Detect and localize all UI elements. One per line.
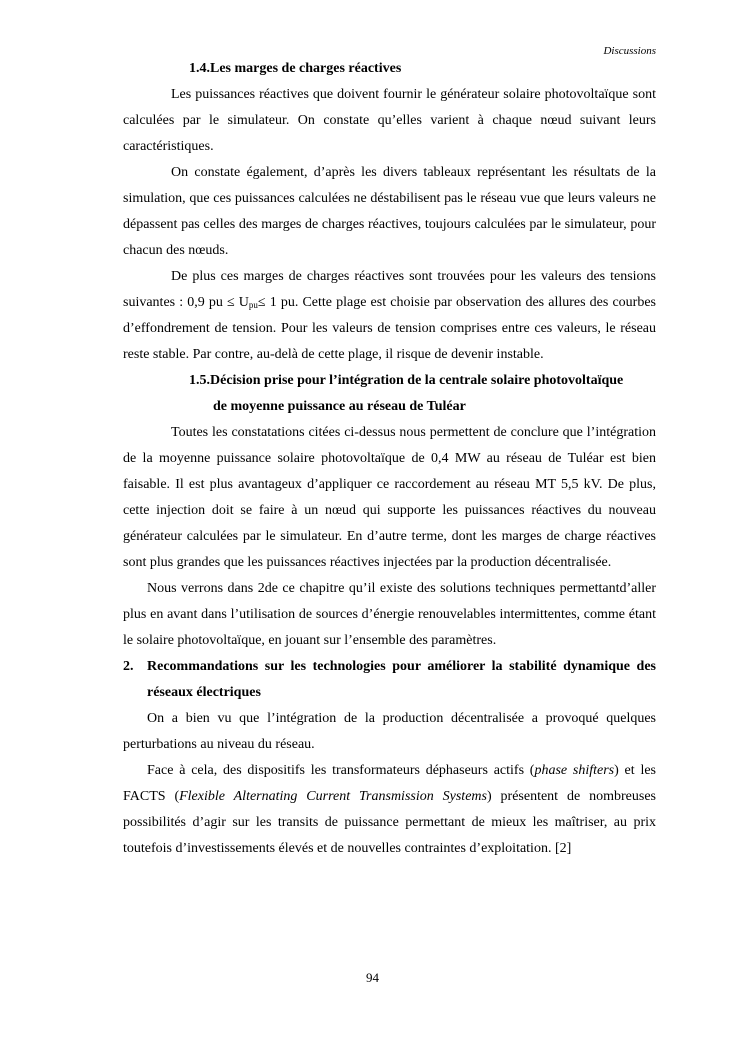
paragraph-2-1: On a bien vu que l’intégration de la production décentralisée a provoqué quelques perturbations au niveau du réseau. (123, 711, 656, 752)
paragraph-1-5-1: Toutes les constatations citées ci-dessus nous permettent de conclure que l’intégration de la moyenne puissance solaire photovoltaïque de 0,4 MW au réseau de Tuléar est bien faisable. Il est plus avantageux d’appliquer ce raccordement au réseau MT 5,5 kV. De plus, cette injection doit se faire à un nœud qui supporte les puissances réactives du nouveau générateur calculées par le simulateur. En d’autre terme, dont les marges de charge réactives sont plus grandes que les puissances réactives injectées par la production décentralisée. (123, 425, 656, 570)
paragraph-1-4-3-part1: De plus ces marges de charges réactives sont trouvées pour les valeurs des tensions suivantes : 0,9 pu ≤ U (123, 269, 656, 310)
paragraph-2-2-part3: ) présentent de nombreuses possibilités d’agir sur les transits de puissance permettant de mieux les maîtriser, au prix toutefois d’investissements élevés et de nouvelles contraintes d’exploitation. [2] (123, 789, 656, 856)
subscript-pu: pu (248, 300, 258, 310)
heading-1-5-line1: 1.5.Décision prise pour l’intégration de la centrale solaire photovoltaïque (189, 373, 624, 388)
heading-1-5-line2: de moyenne puissance au réseau de Tuléar (213, 399, 466, 414)
paragraph-1-4-1: Les puissances réactives que doivent fournir le générateur solaire photovoltaïque sont calculées par le simulateur. On constate qu’elles varient à chaque nœud suivant leurs caractéristiques. (123, 87, 656, 154)
paragraph-2-2-part2: ) et les FACTS ( (123, 763, 656, 804)
heading-1-4: 1.4.Les marges de charges réactives (189, 61, 402, 76)
paragraph-2-2-part1: Face à cela, des dispositifs les transformateurs déphaseurs actifs ( (147, 763, 535, 778)
page-body (123, 56, 656, 862)
paragraph-1-4-3-part2: ≤ 1 pu. Cette plage est choisie par observation des allures des courbes d’effondrement de tension. Pour les valeurs de tension comprises entre ces valeurs, le réseau reste stable. Par contre, au-delà de cette plage, il risque de devenir instable. (123, 295, 656, 362)
running-header: Discussions (603, 45, 656, 57)
italic-facts-expansion: Flexible Alternating Current Transmission Systems (179, 789, 487, 804)
heading-2-number: 2. (123, 659, 134, 674)
paragraph-1-5-2: Nous verrons dans 2de ce chapitre qu’il existe des solutions techniques permettantd’aller plus en avant dans l’utilisation de sources d’énergie renouvelables intermittentes, comme étant le solaire photovoltaïque, en jouant sur l’ensemble des paramètres. (123, 581, 656, 648)
heading-1-5 (123, 368, 656, 420)
heading-2 (123, 654, 656, 706)
paragraph-1-4-2: On constate également, d’après les divers tableaux représentant les résultats de la simulation, que ces puissances calculées ne déstabilisent pas le réseau vue que leurs valeurs ne dépassent pas celles des marges de charges réactives, toujours calculées par le simulateur, pour chacun des nœuds. (123, 165, 656, 258)
paragraph-1-4-3 (123, 264, 656, 368)
paragraph-2-2 (123, 758, 656, 862)
heading-2-title: Recommandations sur les technologies pour améliorer la stabilité dynamique des réseaux électriques (147, 659, 656, 700)
italic-phase-shifters: phase shifters (534, 763, 615, 778)
page-number: 94 (366, 970, 379, 985)
